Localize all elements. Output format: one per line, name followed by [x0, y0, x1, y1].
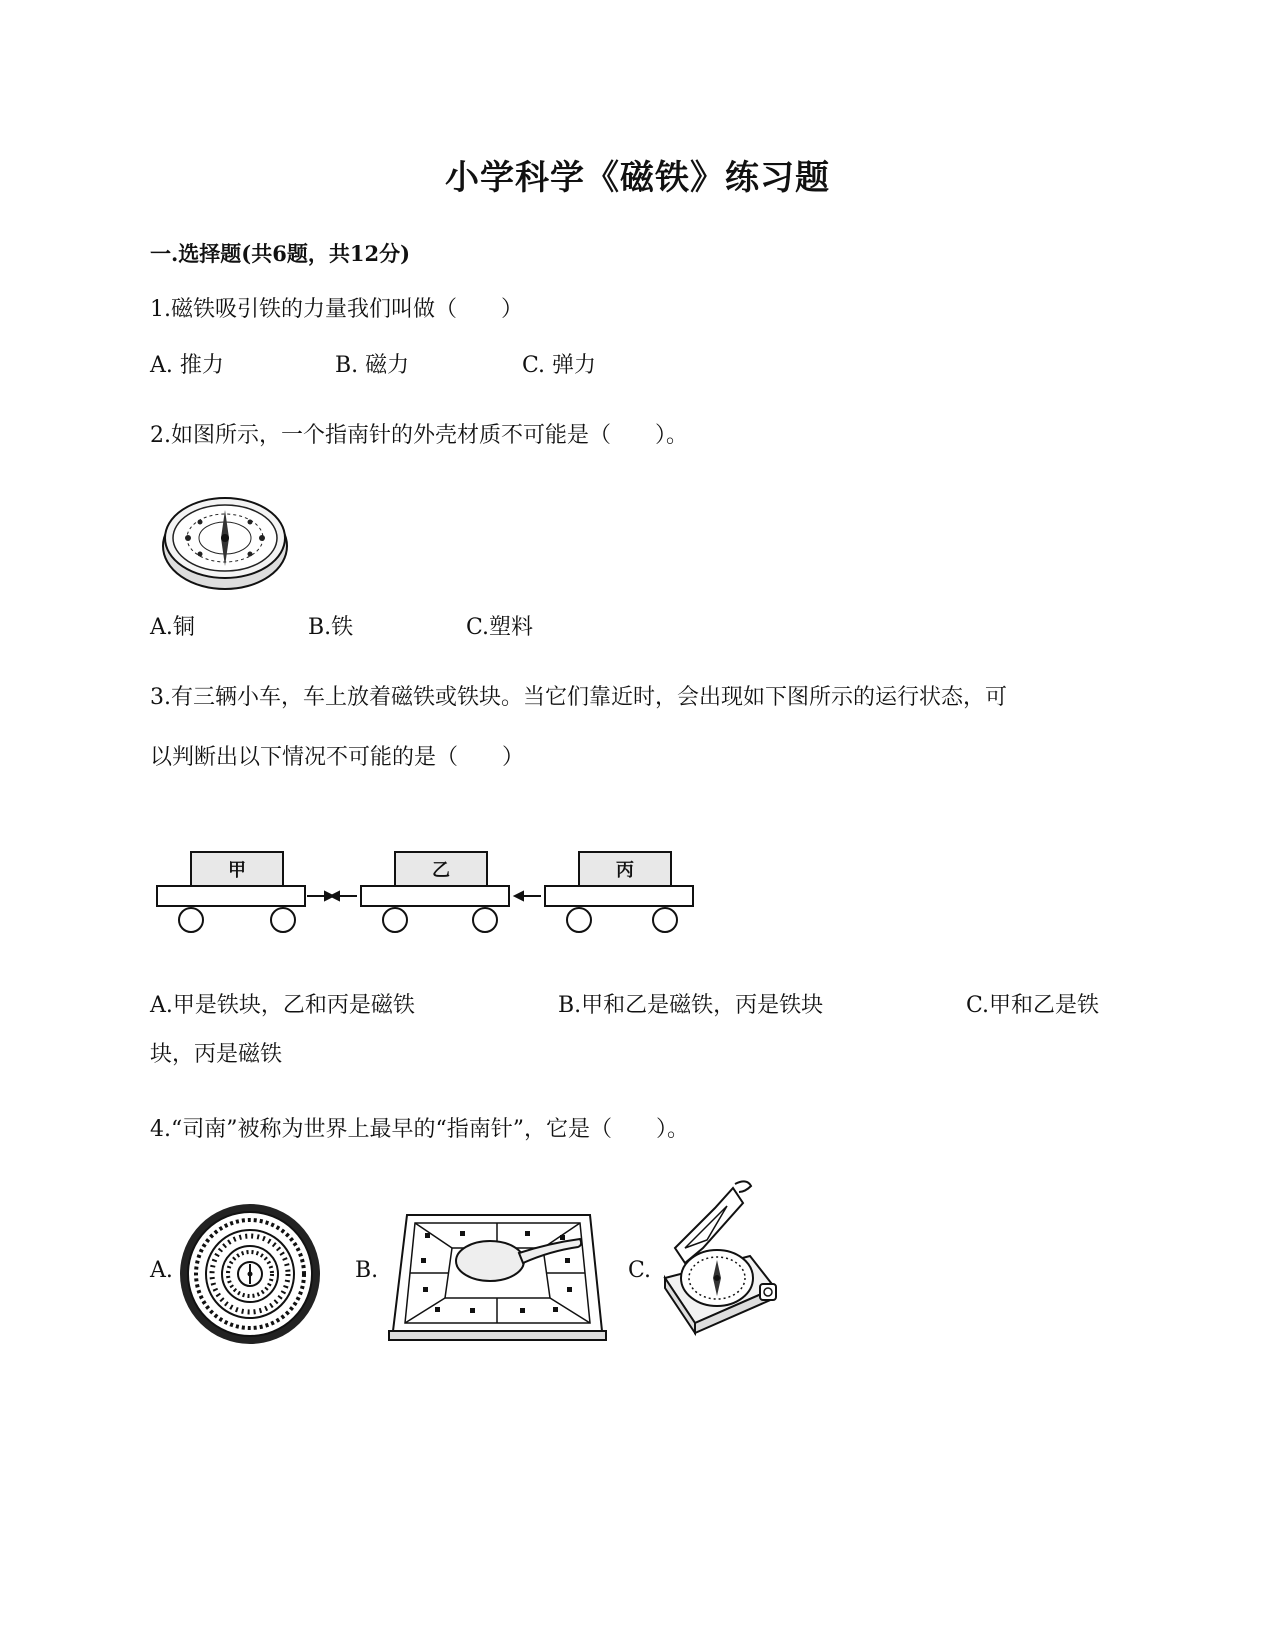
- sinan-spoon-image: [385, 1203, 610, 1343]
- question-1-option-a: A. 推力: [150, 353, 224, 378]
- section-heading: 一.选择题(共6题，共12分): [150, 241, 411, 266]
- question-3-stem-line-1: 3.有三辆小车，车上放着磁铁或铁块。当它们靠近时，会出现如下图所示的运行状态，可: [150, 685, 1007, 710]
- question-3-stem-line-2: 以判断出以下情况不可能的是（ ）: [150, 745, 525, 770]
- arrow-bing-left: [515, 892, 541, 900]
- question-3-option-c-continuation: 块，丙是磁铁: [150, 1042, 283, 1067]
- question-2-option-b: B.铁: [308, 615, 354, 640]
- question-3-option-c: C.甲和乙是铁: [966, 993, 1100, 1018]
- question-1-option-b: B. 磁力: [335, 353, 410, 378]
- cart-jia-label: 甲: [228, 860, 246, 881]
- compass-image: [160, 488, 290, 593]
- question-3-option-a: A.甲是铁块，乙和丙是磁铁: [150, 993, 415, 1018]
- page-title: 小学科学《磁铁》练习题: [445, 158, 830, 198]
- cart-bing-label: 丙: [616, 860, 634, 881]
- question-2-option-a: A.铜: [150, 615, 195, 640]
- question-4-option-c: C.: [628, 1258, 652, 1283]
- question-2-option-c: C.塑料: [466, 615, 534, 640]
- modern-compass-image: [655, 1178, 795, 1338]
- cart-yi-label: 乙: [432, 860, 450, 881]
- luopan-compass-image: [175, 1203, 325, 1345]
- arrow-yi-left: [331, 892, 357, 900]
- question-4-option-a: A.: [150, 1258, 173, 1283]
- question-3-option-b: B.甲和乙是磁铁，丙是铁块: [558, 993, 824, 1018]
- question-1-option-c: C. 弹力: [522, 353, 597, 378]
- question-4-stem: 4.“司南”被称为世界上最早的“指南针”，它是（ ）。: [150, 1117, 689, 1142]
- question-4-option-b: B.: [355, 1258, 379, 1283]
- question-1-stem: 1.磁铁吸引铁的力量我们叫做（ ）: [150, 297, 523, 322]
- three-carts-diagram: [155, 850, 715, 945]
- question-2-stem: 2.如图所示，一个指南针的外壳材质不可能是（ ）。: [150, 423, 688, 448]
